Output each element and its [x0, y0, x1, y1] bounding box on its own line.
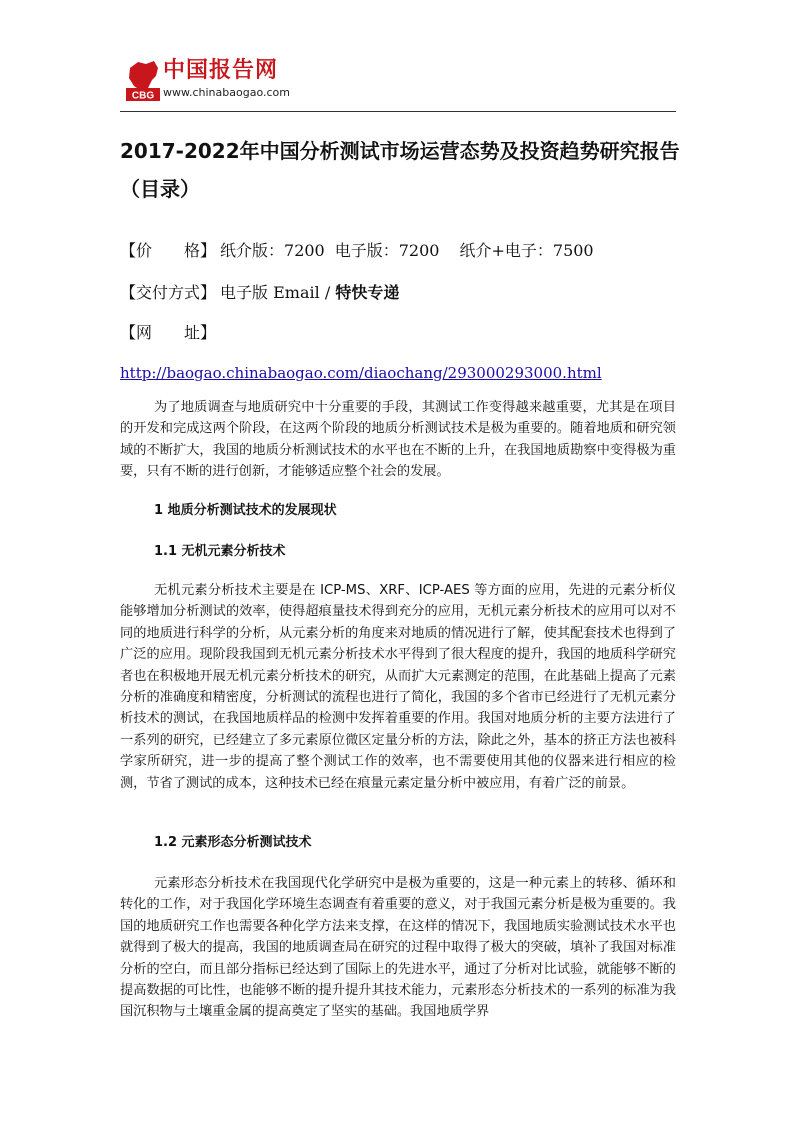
report-title: 2017-2022年中国分析测试市场运营态势及投资趋势研究报告（目录）: [120, 139, 680, 201]
section-1-2-paragraph: 元素形态分析技术在我国现代化学研究中是极为重要的，这是一种元素上的转移、循环和转化的工作，对于我国化学环境生态调查有着重要的意义，对于我国元素分析是极为重要的。我国的地质研究工作也需要各种化学方法来支撑，在这样的情况下，我国地质实验测试技术水平也就得到了极大的提高，我国的地质调查局在研究的过程中取得了极大的突破，填补了我国对标准分析的空白，而且部分指标已经达到了国际上的先进水平，通过了分析对比试验，就能够不断的提高数据的可比性，也能够不断的提升提升其技术能力，元素形态分析技术的一系列的标准为我国沉积物与土壤重金属的提高奠定了坚实的基础。我国地质学界: [120, 876, 676, 1020]
section-1-1-paragraph: 无机元素分析技术主要是在 ICP-MS、XRF、ICP-AES 等方面的应用，先进的元素分析仪能够增加分析测试的效率，使得超痕量技术得到充分的应用，无机元素分析技术的应用可以对不同的地质进行科学的分析，从元素分析的角度来对地质的情况进行了解，使其配套技术也得到了广泛的应用。现阶段我国到无机元素分析技术水平得到了很大程度的提升，我国的地质科学研究者也在积极地开展无机元素分析技术的研究，从而扩大元素测定的范围，在此基础上提高了元素分析的准确度和精密度，分析测试的流程也进行了简化，我国的多个省市已经进行了无机元素分析技术的测试，在我国地质样品的检测中发挥着重要的作用。我国对地质分析的主要方法进行了一系列的研究，已经建立了多元素原位微区定量分析的方法，除此之外，基本的挤正方法也被科学家所研究，进一步的提高了整个测试工作的效率，也不需要使用其他的仪器来进行相应的检测，节省了测试的成本，这种技术已经在痕量元素定量分析中被应用，有着广泛的前景。: [120, 583, 676, 791]
delivery-express: 特快专递: [335, 283, 400, 302]
website-label: 【网 址】: [120, 323, 217, 342]
delivery-line: [120, 282, 399, 304]
header-divider: [120, 111, 676, 112]
site-header: [120, 56, 676, 110]
logo-mark-text: CBG: [131, 90, 155, 102]
section-1-heading: 1 地质分析测试技术的发展现状: [154, 503, 337, 518]
price-label: 【价 格】: [120, 241, 217, 260]
price-electronic: 电子版：7200: [334, 241, 440, 260]
china-map-logo-icon: [126, 58, 160, 102]
delivery-value: 电子版 Email /: [220, 283, 331, 302]
section-1-1-heading: 1.1 无机元素分析技术: [154, 544, 286, 559]
report-url-link[interactable]: http://baogao.chinabaogao.com/diaochang/293000293000.html: [120, 364, 602, 382]
logo-name: 中国报告网: [163, 58, 279, 83]
section-1-2-heading: 1.2 元素形态分析测试技术: [154, 835, 312, 850]
price-line: [120, 240, 594, 262]
delivery-label: 【交付方式】: [120, 283, 217, 302]
logo-url[interactable]: www.chinabaogao.com: [163, 86, 290, 99]
price-combo: 纸介+电子：7500: [459, 241, 594, 260]
intro-paragraph: 为了地质调查与地质研究中十分重要的手段，其测试工作变得越来越重要，尤其是在项目的开发和完成这两个阶段，在这两个阶段的地质分析测试技术是极为重要的。随着地质和研究领域的不断扩大，我国的地质分析测试技术的水平也在不断的上升，在我国地质勘察中变得极为重要，只有不断的进行创新，才能够适应整个社会的发展。: [120, 400, 676, 480]
website-line: [120, 322, 216, 344]
price-paper: 纸介版：7200: [220, 241, 325, 260]
